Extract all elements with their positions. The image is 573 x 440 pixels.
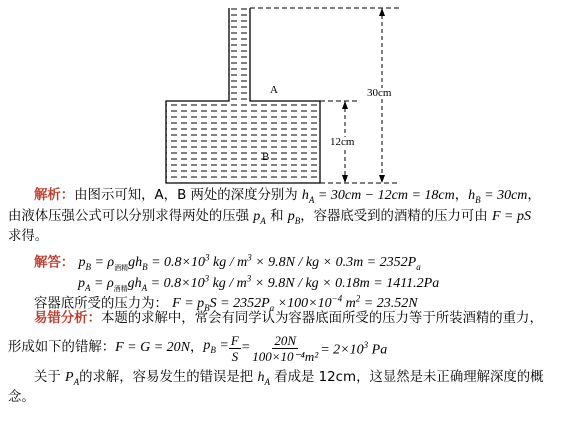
dimension-30cm: 30cm	[367, 87, 392, 99]
analysis-line-1: 解析：由图示可知，A，B 两处的深度分别为 $h_A = 30cm - 12cm = 18cm$，$h_B = 30cm$，	[34, 188, 541, 205]
analysis-tag: 解析	[34, 188, 61, 203]
analysis-line-3: 求得。	[8, 229, 49, 244]
solution-text	[8, 186, 568, 409]
label-point-b: B	[262, 151, 270, 163]
conclusion-line-1: 关于 $P_A$的求解，容易发生的错误是把 $h_A$ 看成是 12cm，这显然是未正确理解深度的概	[34, 369, 544, 387]
depth-b-eq: $h_B = 30cm$	[468, 188, 528, 205]
answer-line-2: $p_A = \rho_{酒精}gh_A = 0.8\times 10^3$ kg / $m^3 \times 9.8N$ / kg × 0.18m = 1411.2Pa	[78, 273, 440, 293]
vessel-liquid	[166, 101, 320, 183]
dimension-12cm: 12cm	[330, 136, 355, 148]
label-point-a: A	[270, 84, 278, 96]
analysis-line-2: 由液体压强公式可以分别求得两处的压强 $p_A$ 和 $p_B$，容器底受到的酒精的压力可由 F = pS	[8, 208, 531, 226]
conclusion-line-2: 念。	[8, 390, 35, 405]
answer-line-3: 容器底所受的压力为： $F = p_BS = 2352P_a \times 100\times 10^{-4}$ $m^2 = 23.52N$	[34, 293, 418, 313]
answer-line-1: 解答： $p_B = \rho_{酒精}gh_B = 0.8\times 10^3$ kg / $m^3 \times 9.8N$ / kg × $0.3m = 2352P_a$	[34, 252, 421, 272]
container-figure	[0, 0, 573, 190]
error-line-2: 形成如下的错解： F = G = 20N ， $p_B$ = $\frac{F}{S}$ = $\frac{20N}{\text{100×10⁻⁴m²}}$ = $2\times 10^3$ Pa	[8, 333, 388, 364]
answer-tag: 解答	[34, 255, 61, 271]
fraction-20n: $\frac{20N}{\text{100×10⁻⁴m²}}$	[252, 333, 319, 364]
container-diagram	[0, 0, 573, 190]
error-line-1: 易错分析：本题的求解中，常会有同学认为容器底面所受的压力等于所装酒精的重力，	[34, 311, 543, 326]
fraction-f-over-s: $\frac{F}{S}$	[230, 333, 239, 364]
error-analysis-tag: 易错分析	[34, 311, 88, 326]
tube-liquid	[229, 8, 250, 101]
force-formula: F = pS	[491, 208, 531, 224]
depth-a-eq: $h_A = 30cm - 12cm = 18cm$	[301, 188, 455, 205]
